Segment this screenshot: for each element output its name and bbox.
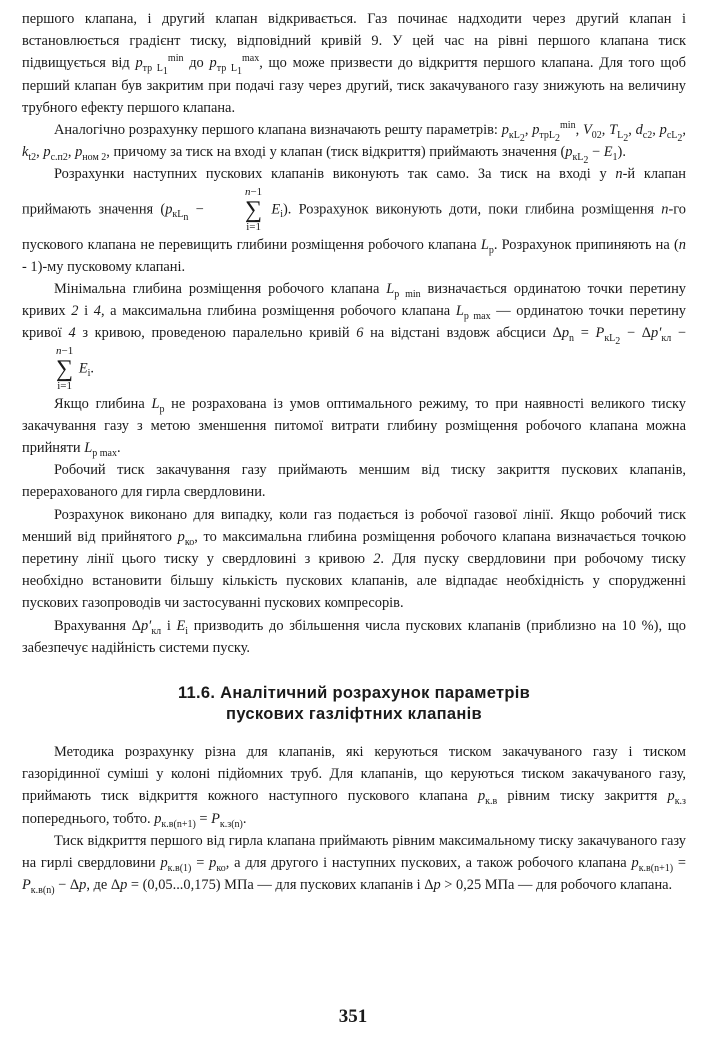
page-number: 351 <box>338 1006 368 1027</box>
paragraph-10: Тиск відкриття першого від гирла клапана приймають рівним максимальному тиску закачуваного газу на гирлі свердловини $p_{к.в(1)} = p_{ко}$, а для другого і наступних пускових, а також робочого клапана $p_{к.в(n+1)} = P_{к.в(n)} - \Delta p$, де Δp = (0,05...0,175) МПа — для пускових клапанів і Δp > 0,25 МПа — для робочого клапана. <box>22 832 687 897</box>
paragraph-2: Аналогічно розрахунку першого клапана визначають решту параметрів: $p_{кL_2}$, $p_{трL_2}^{min}$, $V_{02}$, $T_{L_2}$, $d_{c2}$, $p_{cL_2}$, $k_{t2}$, $p_{c.п2}$, $p_{ном 2}$, причому за тиск на вході у клапан (тиск відкриття) приймають значення $(p_{кL_2} - E_1)$. <box>22 120 686 167</box>
paragraph-8: Врахування $\Delta p'_{кл}$ і $E_i$ призводить до збільшення числа пускових клапанів (приблизно на 10 %), що забезпечує надійність системи пуску. <box>22 617 686 656</box>
paragraph-7: Розрахунок виконано для випадку, коли газ подається із робочої газової лінії. Якщо робочий тиск менший від прийнятого $p_{ко}$, то максимальна глибина розміщення робочого клапана визначається точкою перетину лінії цього тиску у свердловині з кривою 2. Для пуску свердловини при робочому тиску необхідно встановити більшу кількість пускових клапанів, але відпадає необхідність у спорудженні пускових газопроводів чи застосуванні пускових компресорів. <box>22 506 687 612</box>
section-heading-line-1: 11.6. Аналітичний розрахунок параметрів <box>177 684 531 703</box>
paragraph-3: Розрахунки наступних пускових клапанів виконують так само. За тиск на вході у n-й клапан приймають значення ($p_{кL_n}$ − n−1 ∑ i=1 $E_i$). Розрахунок виконують доти, поки глибина розміщення n-го пускового клапана не перевищить глибини розміщення робочого клапана $L_p$. Розрахунок припиняють на (n - 1)-му пусковому клапані. <box>22 166 686 275</box>
paragraph-4: Мінімальна глибина розміщення робочого клапана $L_{p min}$ визначається ординатою точки перетину кривих 2 і 4, а максимальна глибина розміщення робочого клапана $L_{p max}$ — ординатою точки перетину кривої 4 з кривою, проведеною паралельно кривій 6 на відстані вздовж абсциси $\Delta p_n = P_{кL_2} - \Delta p'_{кл}$ − n−1 ∑ i=1 $E_i$. <box>22 281 687 392</box>
section-heading-line-2: пускових газліфтних клапанів <box>226 705 482 724</box>
page-body <box>22 8 686 897</box>
section-heading <box>22 683 686 725</box>
paragraph-6: Робочий тиск закачування газу приймають меншим від тиску закриття пускових клапанів, перерахованого для гирла свердловини. <box>22 462 686 501</box>
paragraph-9: Методика розрахунку різна для клапанів, які керуються тиском закачуваного газу і тиском газорідинної суміші у колоні підйомних труб. Для клапанів, що керуються тиском закачуваного газу, приймають тиск відкриття кожного наступного пускового клапана $p_{к.в}$ рівним тиску закриття $p_{к.з}$ попереднього, тобто. $p_{к.в(n+1)} = P_{к.з(n)}$. <box>22 744 686 830</box>
paragraph-1: першого клапана, і другий клапан відкривається. Газ починає надходити через другий клапан і встановлюється градієнт тиску, відповідний кривій 9. У цей час на рівні першого клапана тиск підвищується від $p_{тр L_1}^{min}$ до $p_{тр L_1}^{max}$, що може призвести до відкриття першого клапана. Для того щоб перший клапан був закритим при подачі газу через другий, тиск закачуваного газу знижують на величину трубного ефекту першого клапана. <box>22 11 687 116</box>
paragraph-5: Якщо глибина $L_p$ не розрахована із умов оптимального режиму, то при наявності великого тиску закачування газу з метою зменшення питомої витрати глибину розміщення робочого клапана можна прийняти $L_{p max}$. <box>22 395 686 459</box>
